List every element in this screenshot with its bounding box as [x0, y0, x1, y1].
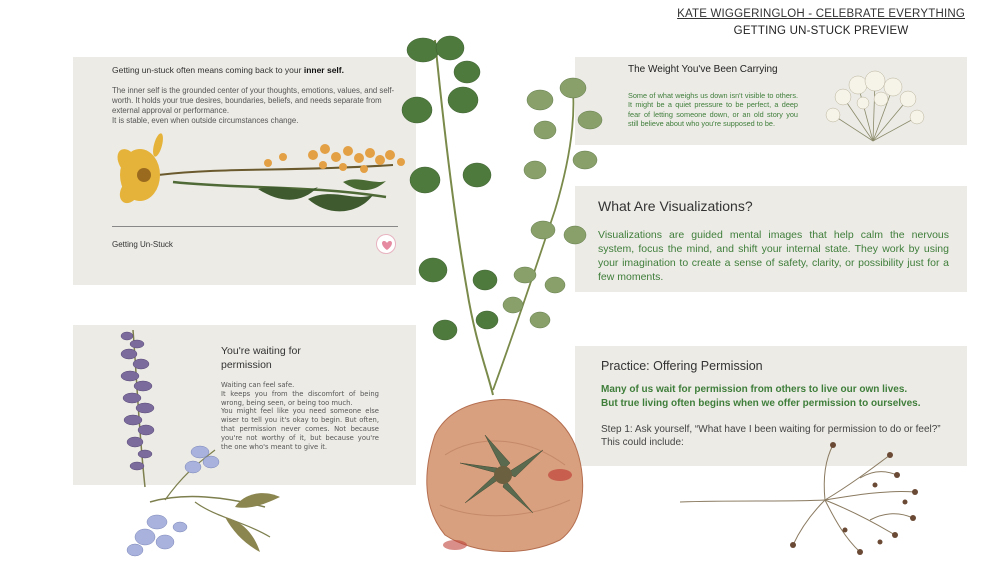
pressed-rose-image — [415, 395, 590, 555]
visualizations-body: Visualizations are guided mental images that help calm the nervous system, focus the mind, and shift your internal state. They work by using your imagination to create a sense of safety, clarity, or possibility just for a few moments. — [598, 229, 949, 283]
permission-paragraph: Waiting can feel safe. — [221, 381, 295, 389]
practice-title: Practice: Offering Permission — [601, 359, 763, 373]
visualizations-title: What Are Visualizations? — [598, 198, 753, 214]
brand-link[interactable]: KATE WIGGERINGLOH - CELEBRATE EVERYTHING — [677, 8, 965, 20]
practice-intro — [601, 383, 921, 410]
permission-title-line: You're waiting for — [221, 345, 301, 357]
card-divider — [112, 226, 398, 227]
inner-self-paragraph: It is stable, even when outside circumstances change. — [112, 115, 299, 125]
permission-title-line: permission — [221, 358, 272, 371]
pressed-vine-image — [395, 30, 610, 400]
weight-body: Some of what weighs us down isn't visible to others. It might be a quiet pressure to be perfect, a deep fear of letting someone down, or an old story you still believe about who you're supposed to be. — [628, 91, 798, 129]
page-subtitle: GETTING UN-STUCK PREVIEW — [733, 25, 909, 37]
heart-button[interactable] — [376, 234, 396, 254]
permission-paragraph: It keeps you from the discomfort of being wrong, being seen, or being too much. — [221, 389, 379, 407]
pressed-yellow-flower-image — [118, 127, 408, 222]
practice-step-text: Step 1: Ask yourself, “What have I been waiting for permission to do or feel?” — [601, 424, 941, 435]
practice-intro-line: But true living often begins when we offer permission to ourselves. — [601, 397, 921, 409]
visualizations-card — [575, 186, 967, 292]
lead-text: Getting un-stuck often means coming back to your — [112, 65, 304, 75]
weight-card — [575, 57, 967, 145]
inner-self-lead — [112, 65, 344, 75]
practice-intro-line: Many of us wait for permission from others to live our own lives. — [601, 384, 908, 395]
lead-bold-text: inner self. — [303, 65, 344, 75]
inner-self-card — [73, 57, 416, 285]
pressed-lavender-image — [105, 322, 290, 562]
weight-title: The Weight You've Been Carrying — [628, 64, 778, 75]
heart-icon — [377, 235, 397, 255]
pressed-white-flower-image — [813, 67, 933, 145]
permission-paragraph: You might feel like you need someone else wiser to tell you it's okay to begin. But often, that permission never comes. Not because you're not worthy of it, but because you're the one who's meant to give it. — [221, 407, 379, 451]
card-footer-label: Getting Un-Stuck — [112, 240, 173, 249]
pressed-dried-branch-image — [675, 440, 930, 560]
page-header — [677, 8, 965, 37]
inner-self-paragraph: The inner self is the grounded center of your thoughts, emotions, values, and self-worth. It holds your true desires, boundaries, beliefs, and needs separate from external approval or performance. — [112, 86, 395, 115]
inner-self-body — [112, 86, 397, 126]
practice-step-text: This could include: — [601, 437, 684, 448]
